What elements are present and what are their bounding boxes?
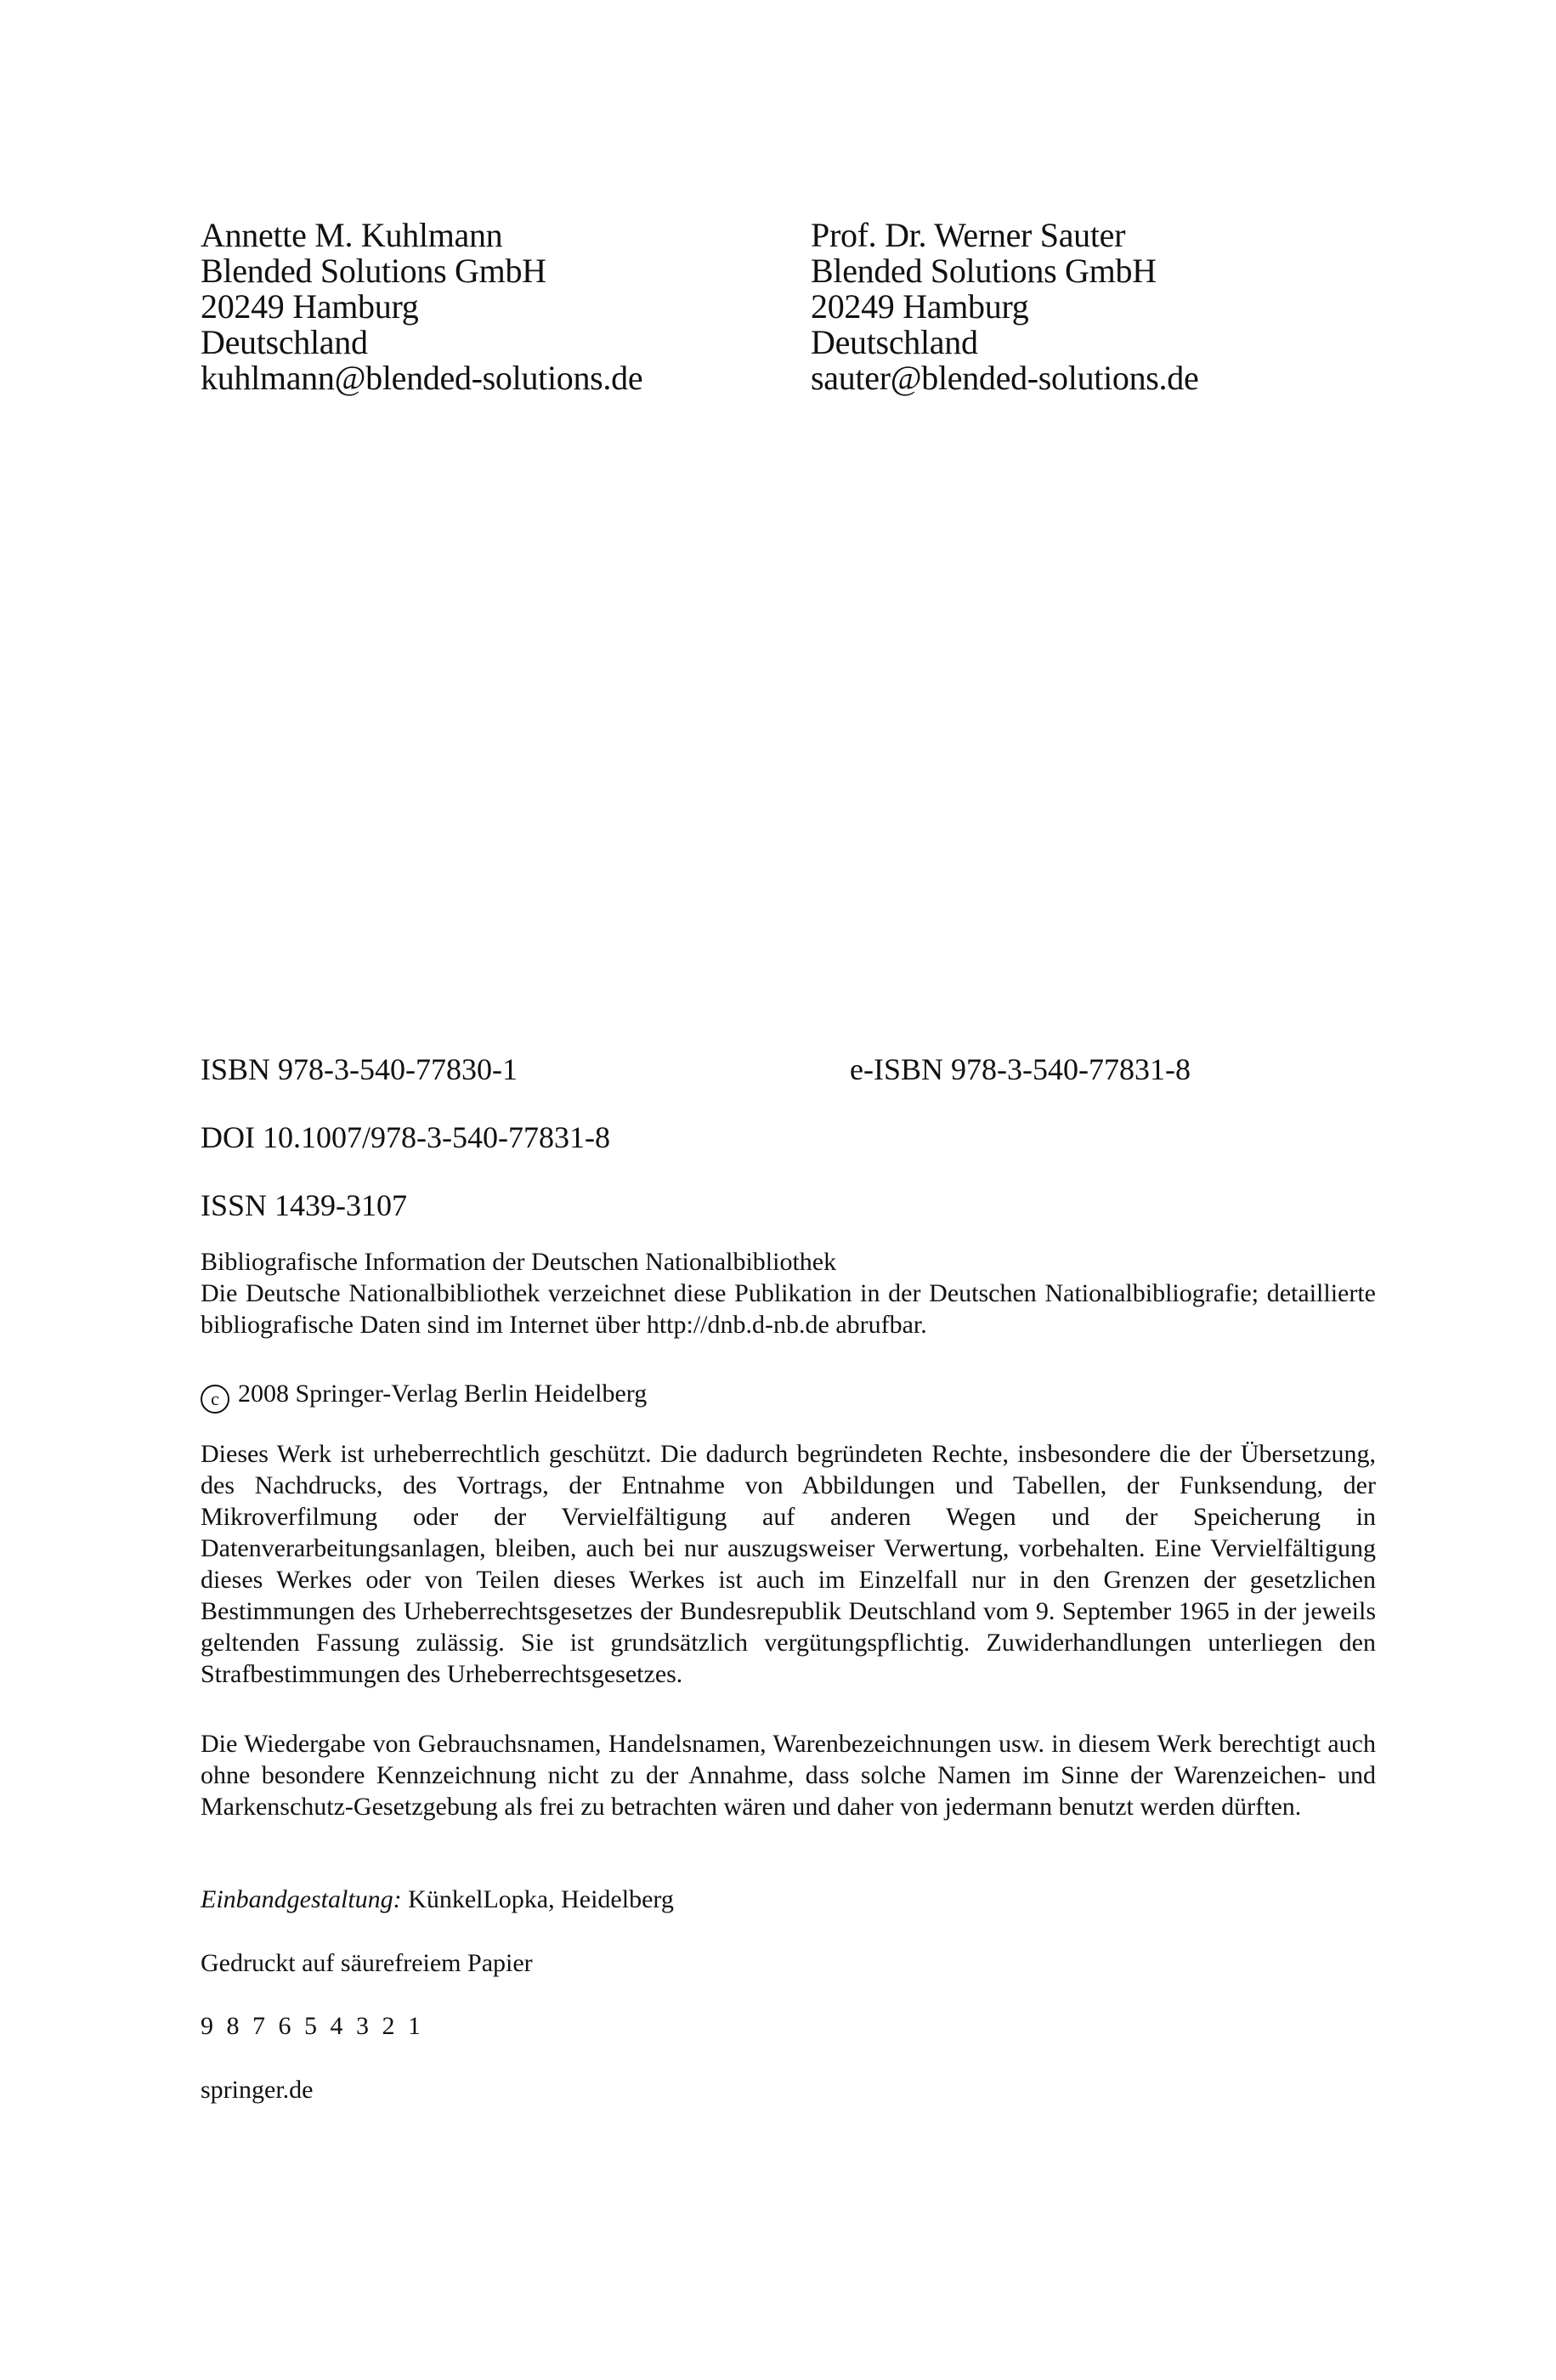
author-email: kuhlmann@blended-solutions.de bbox=[201, 359, 643, 397]
doi: DOI 10.1007/978-3-540-77831-8 bbox=[201, 1120, 610, 1154]
author-block-sauter bbox=[811, 218, 1198, 396]
author-block-kuhlmann bbox=[201, 218, 642, 396]
author-name: Annette M. Kuhlmann bbox=[201, 216, 503, 254]
rights-paragraph: Dieses Werk ist urheberrechtlich geschützt. Die dadurch begründeten Rechte, insbesondere die der Übersetzung, des Nachdrucks, des Vortrags, der Entnahme von Abbildungen und Tabellen, der Funksendung, der Mikroverfilmung oder der Vervielfältigung auf anderen Wegen und der Speicherung in Datenverarbeitungsanlagen, bleiben, auch bei nur auszugsweiser Verwertung, vorbehalten. Eine Vervielfältigung dieses Werkes oder von Teilen dieses Werkes ist auch im Einzelfall nur in den Grenzen der gesetzlichen Bestimmungen des Urheberrechtsgesetzes der Bundesrepublik Deutschland vom 9. September 1965 in der jeweils geltenden Fassung zulässig. Sie ist grundsätzlich vergütungspflichtig. Zuwiderhandlungen unterliegen den Strafbestimmungen des Urheberrechtsgesetzes. bbox=[201, 1440, 1376, 1688]
author-country: Deutschland bbox=[201, 323, 368, 361]
cover-design-label: Einbandgestaltung: bbox=[201, 1885, 402, 1913]
author-city: 20249 Hamburg bbox=[811, 287, 1029, 326]
author-city: 20249 Hamburg bbox=[201, 287, 419, 326]
bibliographic-information bbox=[201, 1246, 1376, 1340]
cover-design-line bbox=[201, 1884, 1376, 1915]
publisher-website: springer.de bbox=[201, 2076, 314, 2104]
bibliographic-text: Die Deutsche Nationalbibliothek verzeichnet diese Publikation in der Deutschen Nationalbibliografie; detaillierte bibliografische Daten sind im Internet über http://dnb.d-nb.de abrufbar. bbox=[201, 1279, 1376, 1339]
author-email: sauter@blended-solutions.de bbox=[811, 359, 1199, 397]
cover-design-value: KünkelLopka, Heidelberg bbox=[408, 1885, 674, 1913]
copyright-icon: c bbox=[201, 1385, 229, 1414]
issn: ISSN 1439-3107 bbox=[201, 1188, 408, 1222]
bibliographic-heading: Bibliografische Information der Deutschen Nationalbibliothek bbox=[201, 1248, 837, 1276]
trademark-paragraph: Die Wiedergabe von Gebrauchsnamen, Handelsnamen, Warenbezeichnungen usw. in diesem Werk berechtigt auch ohne besondere Kennzeichnung nicht zu der Annahme, dass solche Namen im Sinne der Warenzeichen- und Markenschutz-Gesetzgebung als frei zu betrachten wären und daher von jedermann benutzt werden dürften. bbox=[201, 1730, 1376, 1821]
isbn: ISBN 978-3-540-77830-1 bbox=[201, 1052, 518, 1086]
print-line: 9 8 7 6 5 4 3 2 1 bbox=[201, 2012, 424, 2040]
author-company: Blended Solutions GmbH bbox=[811, 252, 1157, 290]
copyright-text: 2008 Springer-Verlag Berlin Heidelberg bbox=[238, 1380, 648, 1408]
author-name: Prof. Dr. Werner Sauter bbox=[811, 216, 1126, 254]
paper-note: Gedruckt auf säurefreiem Papier bbox=[201, 1949, 533, 1977]
e-isbn: e-ISBN 978-3-540-77831-8 bbox=[850, 1052, 1191, 1086]
author-country: Deutschland bbox=[811, 323, 978, 361]
author-company: Blended Solutions GmbH bbox=[201, 252, 546, 290]
copyright-line bbox=[201, 1378, 1376, 1414]
